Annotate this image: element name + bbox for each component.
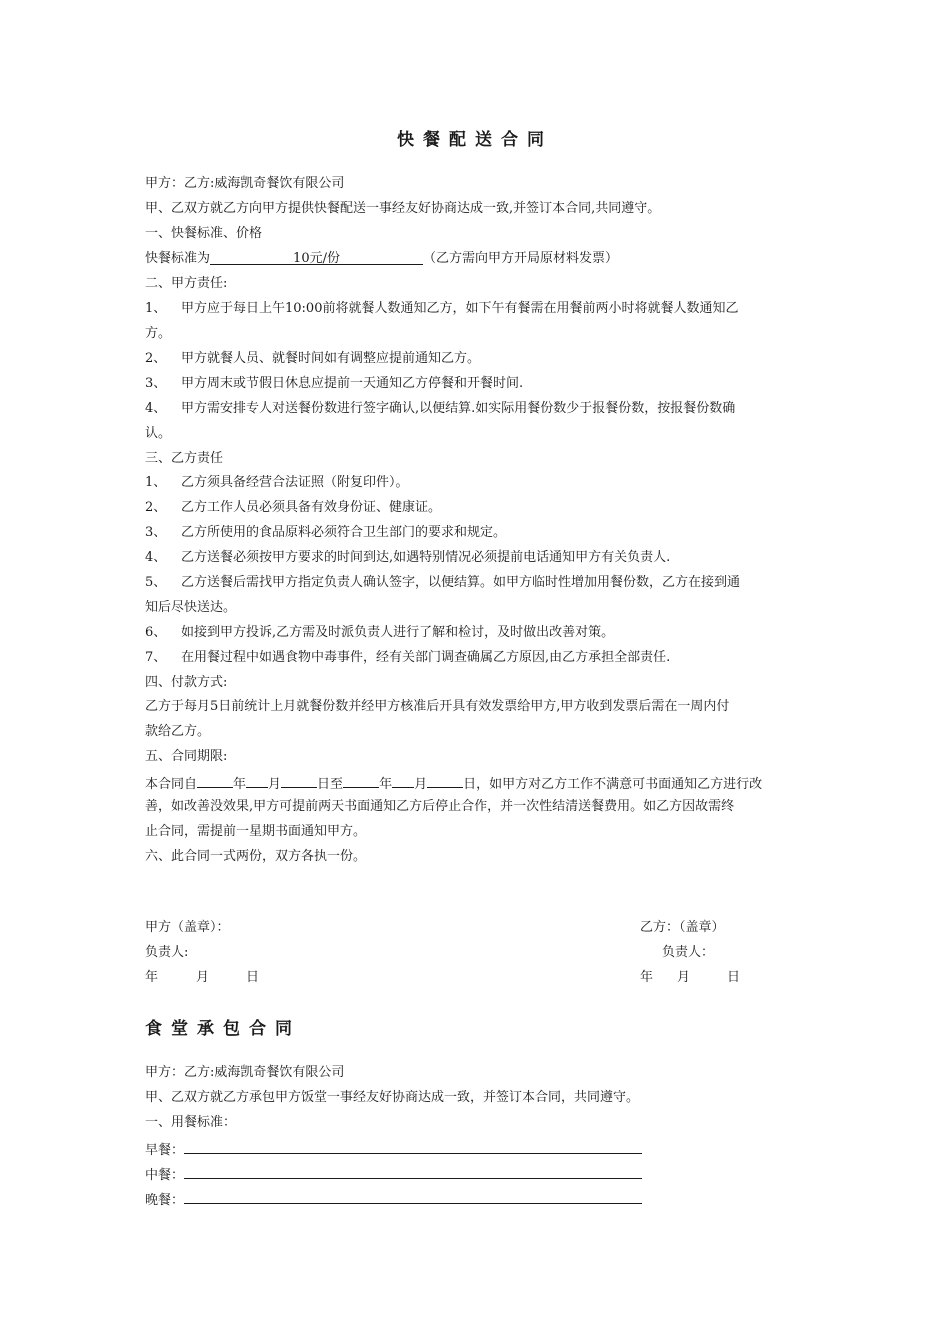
section-heading: 六、此合同一式两份，双方各执一份。 bbox=[145, 849, 367, 864]
item-text: 乙方送餐后需找甲方指定负责人确认签字，以便结算。如甲方临时性增加用餐份数，乙方在接到通 bbox=[181, 575, 741, 590]
meal-line-lunch bbox=[145, 1163, 815, 1183]
term-line bbox=[145, 772, 815, 792]
section-heading: 一、用餐标准： bbox=[145, 1115, 237, 1130]
price-prefix: 快餐标准为 bbox=[145, 251, 211, 266]
list-item bbox=[145, 399, 815, 419]
term-text: 月 bbox=[414, 777, 428, 792]
item-text: 乙方须具备经营合法证照（附复印件）。 bbox=[181, 475, 409, 490]
term-text: 止合同，需提前一星期书面通知甲方。 bbox=[145, 824, 367, 839]
term-text: 本合同自 bbox=[145, 777, 198, 792]
item-text: 甲方应于每日上午10:00前将就餐人数通知乙方，如下午有餐需在用餐前两小时将就餐人数通知乙 bbox=[181, 301, 739, 316]
party-a-date-day: 日 bbox=[246, 970, 260, 985]
term-text: 日至 bbox=[317, 777, 344, 792]
meal-label: 中餐： bbox=[145, 1168, 185, 1183]
meal-label: 早餐： bbox=[145, 1143, 185, 1158]
party-a-date-month: 月 bbox=[196, 970, 210, 985]
list-item bbox=[145, 623, 815, 643]
section-heading: 五、合同期限: bbox=[145, 749, 228, 764]
contract1-title: 快餐配送合同 bbox=[397, 130, 553, 150]
item-text-continuation: 知后尽快送达。 bbox=[145, 600, 237, 615]
item-number: 1、 bbox=[145, 475, 167, 490]
item-number: 3、 bbox=[145, 525, 167, 540]
list-item bbox=[145, 299, 815, 319]
blank-field bbox=[343, 772, 379, 788]
item-number: 4、 bbox=[145, 401, 167, 416]
item-text: 甲方需安排专人对送餐份数进行签字确认,以便结算.如实际用餐份数少于报餐份数，按报餐份数确 bbox=[181, 401, 736, 416]
item-text-continuation: 方。 bbox=[145, 326, 172, 341]
term-text: 善，如改善没效果,甲方可提前两天书面通知乙方后停止合作，并一次性结清送餐费用。如乙方因故需终 bbox=[145, 799, 735, 814]
contract2-parties: 甲方：乙方:威海凯奇餐饮有限公司 bbox=[145, 1065, 345, 1080]
section-heading: 一、快餐标准、价格 bbox=[145, 226, 263, 241]
item-number: 1、 bbox=[145, 301, 167, 316]
item-number: 7、 bbox=[145, 650, 167, 665]
party-a-seal: 甲方（盖章）： bbox=[145, 920, 230, 935]
blank-field bbox=[246, 772, 268, 788]
item-text: 如接到甲方投诉,乙方需及时派负责人进行了解和检讨，及时做出改善对策。 bbox=[181, 625, 615, 640]
item-number: 2、 bbox=[145, 351, 167, 366]
contract1-intro: 甲、乙双方就乙方向甲方提供快餐配送一事经友好协商达成一致,并签订本合同,共同遵守。 bbox=[145, 201, 661, 216]
contract2-intro: 甲、乙双方就乙方承包甲方饭堂一事经友好协商达成一致，并签订本合同，共同遵守。 bbox=[145, 1090, 640, 1105]
blank-field bbox=[427, 772, 463, 788]
list-item bbox=[145, 498, 815, 518]
item-text: 甲方周末或节假日休息应提前一天通知乙方停餐和开餐时间. bbox=[181, 376, 524, 391]
party-b-date-month: 月 bbox=[677, 970, 691, 985]
contract1-parties: 甲方：乙方:威海凯奇餐饮有限公司 bbox=[145, 176, 345, 191]
party-b-date-day: 日 bbox=[727, 970, 741, 985]
item-text: 在用餐过程中如遇食物中毒事件，经有关部门调查确属乙方原因,由乙方承担全部责任. bbox=[181, 650, 671, 665]
term-text: 日，如甲方对乙方工作不满意可书面通知乙方进行改 bbox=[463, 777, 763, 792]
meal-label: 晚餐： bbox=[145, 1193, 185, 1208]
party-b-date-year: 年 bbox=[640, 970, 654, 985]
list-item bbox=[145, 548, 815, 568]
party-a-person: 负责人: bbox=[145, 945, 189, 960]
list-item bbox=[145, 473, 815, 493]
term-text: 月 bbox=[268, 777, 282, 792]
term-text: 年 bbox=[379, 777, 393, 792]
list-item bbox=[145, 573, 815, 593]
blank-field bbox=[197, 772, 233, 788]
list-item bbox=[145, 349, 815, 369]
party-b-seal: 乙方：（盖章） bbox=[640, 920, 725, 935]
price-note: （乙方需向甲方开局原材料发票） bbox=[423, 251, 619, 266]
list-item bbox=[145, 374, 815, 394]
payment-text: 乙方于每月5日前统计上月就餐份数并经甲方核准后开具有效发票给甲方,甲方收到发票后需在一周内付 bbox=[145, 699, 730, 714]
item-number: 5、 bbox=[145, 575, 167, 590]
blank-field bbox=[281, 772, 317, 788]
payment-text: 款给乙方。 bbox=[145, 724, 211, 739]
item-number: 6、 bbox=[145, 625, 167, 640]
item-text: 甲方就餐人员、就餐时间如有调整应提前通知乙方。 bbox=[181, 351, 481, 366]
price-line bbox=[145, 249, 815, 269]
list-item bbox=[145, 523, 815, 543]
section-heading: 三、乙方责任 bbox=[145, 451, 224, 466]
item-text-continuation: 认。 bbox=[145, 426, 172, 441]
list-item bbox=[145, 648, 815, 668]
blank-field bbox=[184, 1163, 642, 1179]
item-number: 4、 bbox=[145, 550, 167, 565]
item-number: 2、 bbox=[145, 500, 167, 515]
meal-line-dinner bbox=[145, 1188, 815, 1208]
section-heading: 二、甲方责任: bbox=[145, 276, 228, 291]
term-text: 年 bbox=[233, 777, 247, 792]
blank-field bbox=[392, 772, 414, 788]
item-text: 乙方送餐必须按甲方要求的时间到达,如遇特别情况必须提前电话通知甲方有关负责人. bbox=[181, 550, 671, 565]
meal-line-breakfast bbox=[145, 1138, 815, 1158]
blank-field bbox=[184, 1138, 642, 1154]
section-heading: 四、付款方式: bbox=[145, 675, 228, 690]
item-text: 乙方工作人员必须具备有效身份证、健康证。 bbox=[181, 500, 442, 515]
item-number: 3、 bbox=[145, 376, 167, 391]
item-text: 乙方所使用的食品原料必须符合卫生部门的要求和规定。 bbox=[181, 525, 507, 540]
contract2-title: 食堂承包合同 bbox=[145, 1019, 301, 1039]
price-value: 10元/份 bbox=[210, 249, 423, 265]
party-a-date-year: 年 bbox=[145, 970, 159, 985]
party-b-person: 负责人： bbox=[662, 945, 715, 960]
blank-field bbox=[184, 1188, 642, 1204]
